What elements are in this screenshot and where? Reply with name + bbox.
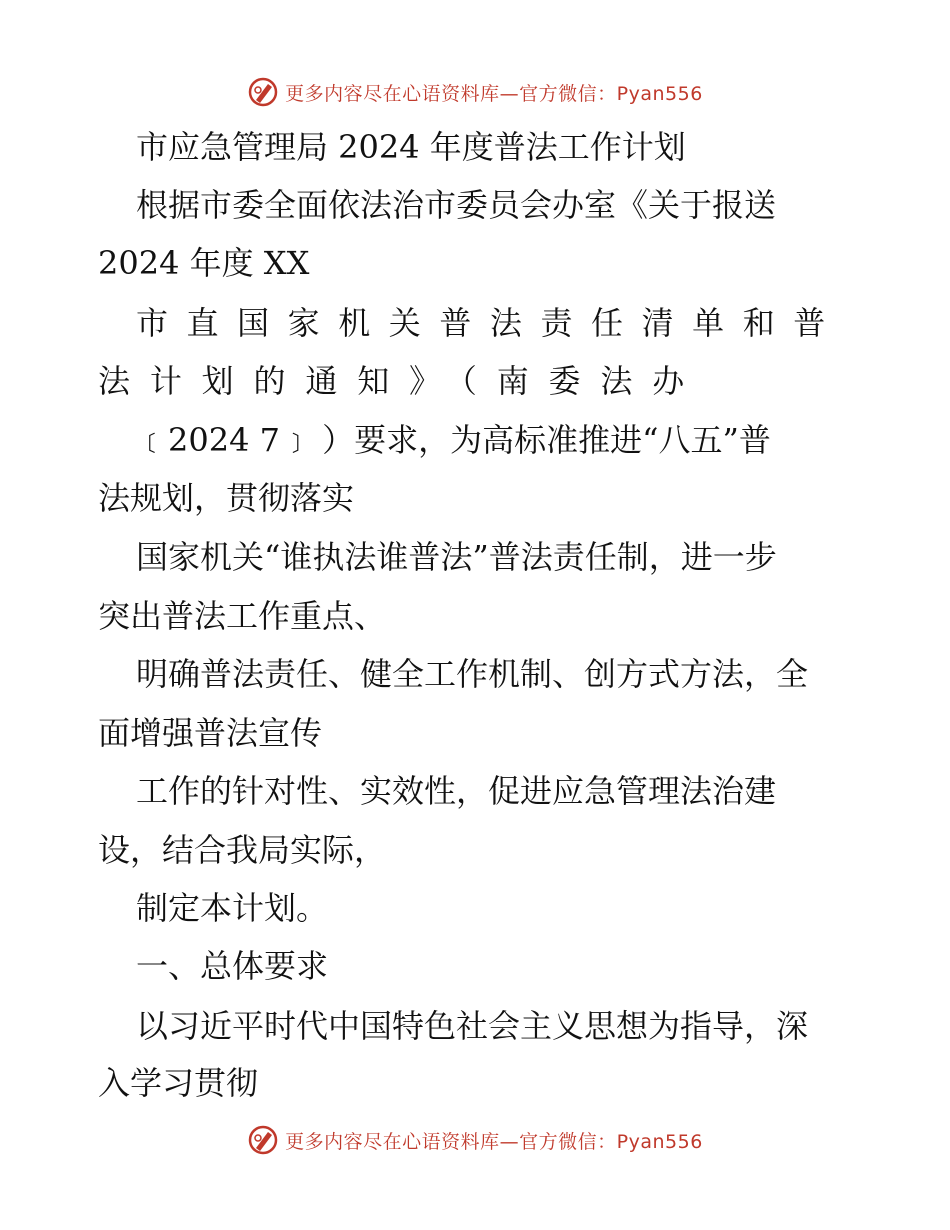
pen-logo-icon bbox=[247, 1124, 279, 1156]
footer-watermark bbox=[0, 1120, 950, 1160]
paragraph-line: 法计划的通知》（南委法办 bbox=[98, 362, 705, 400]
paragraph-line: 制定本计划。 bbox=[136, 889, 329, 927]
watermark-text: 更多内容尽在心语资料库—官方微信：Pyan556 bbox=[285, 1130, 703, 1153]
paragraph-line: 根据市委全面依法治市委员会办室《关于报送 bbox=[136, 186, 777, 224]
paragraph-line: ﹝2024 7﹞ ）要求，为高标准推进“八五”普 bbox=[136, 421, 771, 459]
section-heading: 一、总体要求 bbox=[136, 947, 329, 985]
paragraph-line: 面增强普法宣传 bbox=[98, 714, 323, 752]
paragraph-line: 设，结合我局实际， bbox=[98, 831, 387, 869]
paragraph-line: 法规划，贯彻落实 bbox=[98, 479, 355, 517]
paragraph-line: 国家机关“谁执法谁普法”普法责任制，进一步 bbox=[136, 538, 777, 576]
paragraph-line: 工作的针对性、实效性，促进应急管理法治建 bbox=[136, 772, 777, 810]
paragraph-line: 入学习贯彻 bbox=[98, 1064, 259, 1102]
paragraph-line: 2024 年度 XX bbox=[98, 244, 310, 282]
paragraph-line: 以习近平时代中国特色社会主义思想为指导，深 bbox=[136, 1007, 809, 1045]
document-title: 市应急管理局 2024 年度普法工作计划 bbox=[136, 128, 686, 166]
watermark-text: 更多内容尽在心语资料库—官方微信：Pyan556 bbox=[285, 82, 703, 105]
paragraph-line: 市直国家机关普法责任清单和普 bbox=[136, 304, 844, 342]
paragraph-line: 突出普法工作重点、 bbox=[98, 597, 387, 635]
paragraph-line: 明确普法责任、健全工作机制、创方式方法，全 bbox=[136, 655, 809, 693]
